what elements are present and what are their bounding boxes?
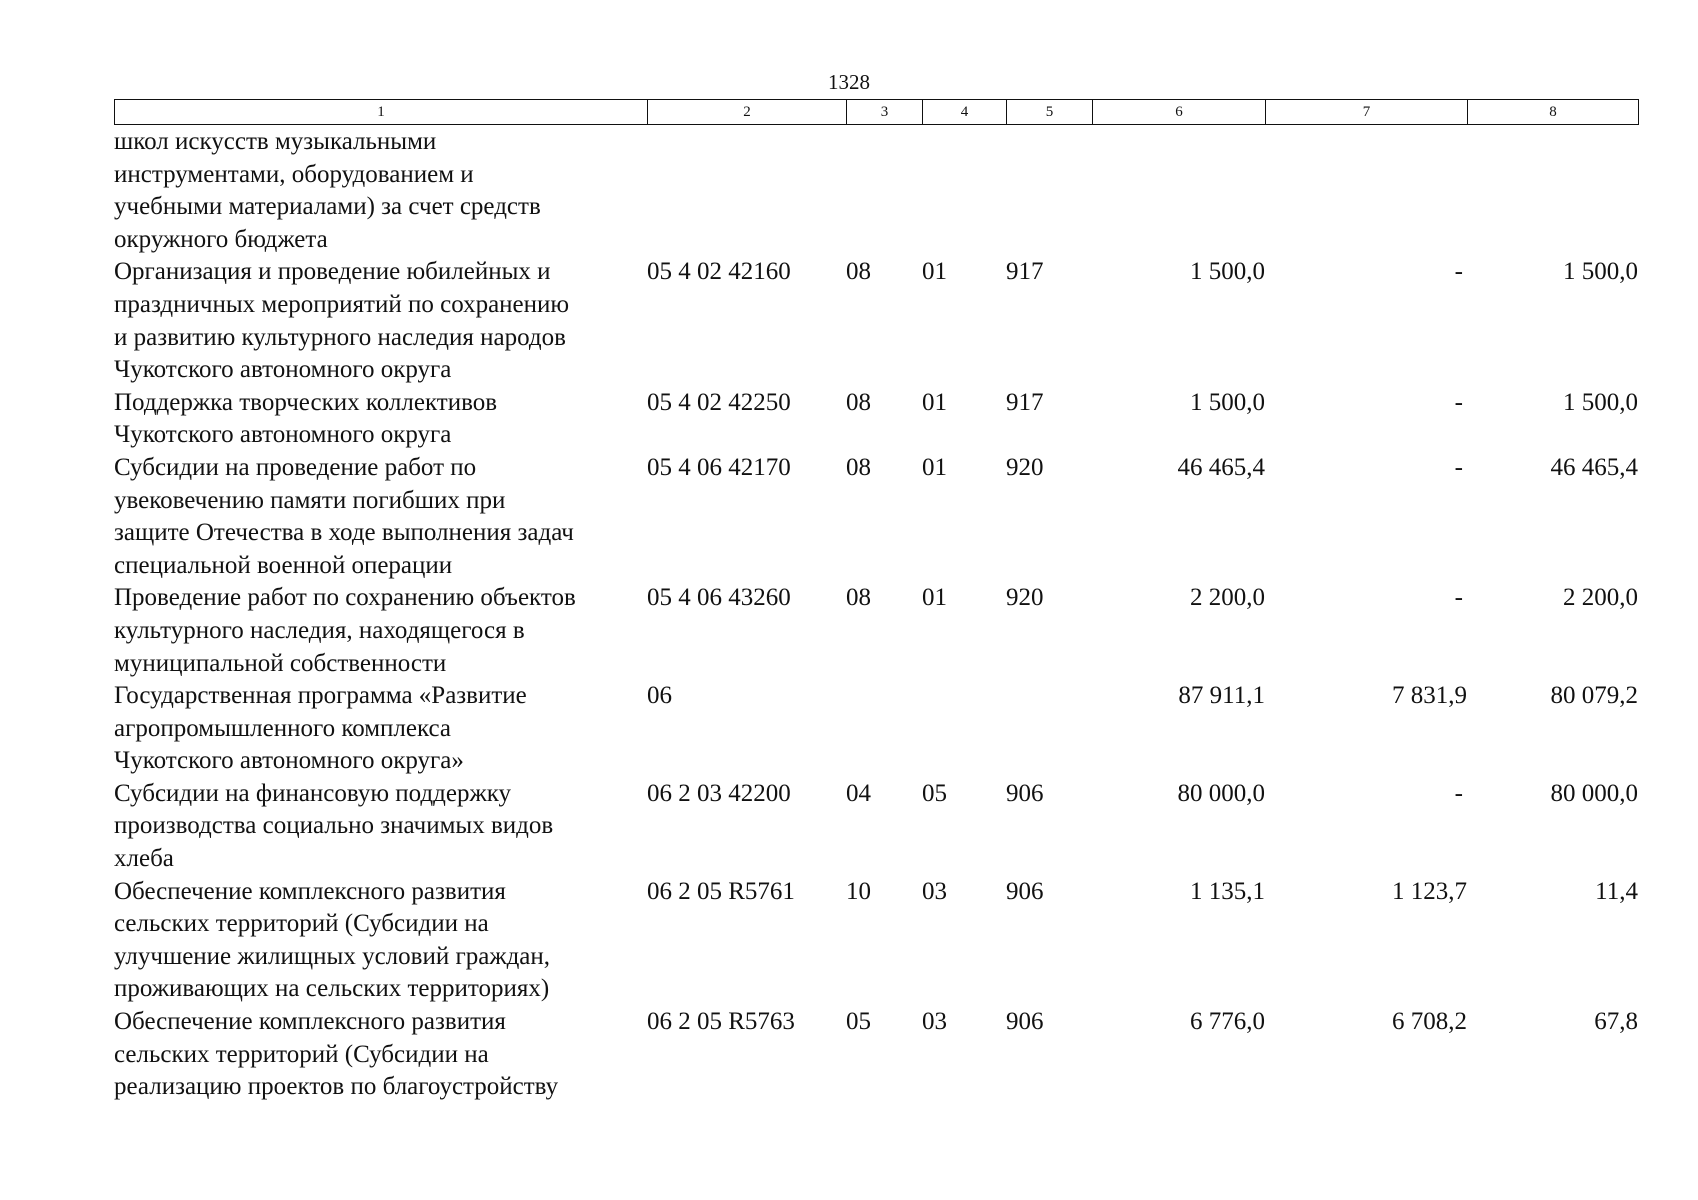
federal-amount <box>1265 126 1467 256</box>
row-name <box>114 452 647 582</box>
regional-amount <box>1467 126 1638 256</box>
total-amount: 1 135,1 <box>1190 877 1265 905</box>
column-header-table <box>114 99 1639 125</box>
federal-amount: - <box>1454 584 1463 612</box>
column-number: 6 <box>1093 100 1266 125</box>
federal-amount: - <box>1454 453 1463 481</box>
row-name-line: сельских территорий (Субсидии на <box>114 910 489 938</box>
row-name <box>114 256 647 386</box>
subsection-code: 01 <box>922 258 947 286</box>
section-code <box>846 680 922 778</box>
target-code: 05 4 06 43260 <box>647 584 791 612</box>
column-number: 1 <box>115 100 648 125</box>
subsection-code: 01 <box>922 388 947 416</box>
ministry-code: 917 <box>1006 258 1044 286</box>
ministry-code: 917 <box>1006 388 1044 416</box>
row-name-line: окружного бюджета <box>114 225 328 253</box>
target-code: 06 2 03 42200 <box>647 779 791 807</box>
ministry-code: 920 <box>1006 453 1044 481</box>
row-name-line: реализацию проектов по благоустройству <box>114 1073 559 1101</box>
table-row <box>114 387 1638 452</box>
row-name-line: агропромышленного комплекса <box>114 714 452 742</box>
target-code: 05 4 02 42160 <box>647 258 791 286</box>
row-name-line: Чукотского автономного округа» <box>114 747 464 775</box>
ministry-code <box>1006 680 1092 778</box>
row-name <box>114 126 647 256</box>
federal-amount: - <box>1454 388 1463 416</box>
row-name <box>114 1006 647 1104</box>
subsection-code: 03 <box>922 1008 947 1036</box>
row-name-line: культурного наследия, находящегося в <box>114 616 525 644</box>
column-number-row <box>115 100 1639 125</box>
row-name <box>114 778 647 876</box>
target-code: 06 <box>647 682 672 710</box>
table-row <box>114 876 1638 1006</box>
row-name <box>114 680 647 778</box>
subsection-code <box>922 126 1006 256</box>
row-name-line: сельских территорий (Субсидии на <box>114 1040 489 1068</box>
regional-amount: 1 500,0 <box>1563 258 1638 286</box>
row-name-line: улучшение жилищных условий граждан, <box>114 942 551 970</box>
row-name-line: муниципальной собственности <box>114 649 447 677</box>
subsection-code: 01 <box>922 584 947 612</box>
row-name-line: Субсидии на проведение работ по <box>114 453 477 481</box>
row-name-line: хлеба <box>114 845 174 873</box>
total-amount: 2 200,0 <box>1190 584 1265 612</box>
total-amount: 1 500,0 <box>1190 388 1265 416</box>
federal-amount: - <box>1454 779 1463 807</box>
table-row <box>114 256 1638 386</box>
row-name-line: Субсидии на финансовую поддержку <box>114 779 512 807</box>
section-code: 08 <box>846 584 871 612</box>
column-number: 4 <box>923 100 1007 125</box>
subsection-code: 03 <box>922 877 947 905</box>
row-name-line: защите Отечества в ходе выполнения задач <box>114 519 574 547</box>
row-name-line: Организация и проведение юбилейных и <box>114 258 551 286</box>
section-code: 04 <box>846 779 871 807</box>
column-number: 8 <box>1468 100 1639 125</box>
target-code: 06 2 05 R5761 <box>647 877 795 905</box>
table-row <box>114 778 1638 876</box>
total-amount: 46 465,4 <box>1177 453 1265 481</box>
ministry-code: 906 <box>1006 779 1044 807</box>
table-row <box>114 1006 1638 1104</box>
column-number: 3 <box>847 100 923 125</box>
row-name-line: учебными материалами) за счет средств <box>114 193 541 221</box>
target-code: 05 4 02 42250 <box>647 388 791 416</box>
row-name <box>114 876 647 1006</box>
row-name <box>114 582 647 680</box>
federal-amount: - <box>1454 258 1463 286</box>
target-code <box>647 126 846 256</box>
row-name-line: проживающих на сельских территориях) <box>114 975 550 1003</box>
budget-table <box>114 126 1638 1104</box>
regional-amount: 80 079,2 <box>1550 682 1638 710</box>
regional-amount: 2 200,0 <box>1563 584 1638 612</box>
table-row <box>114 680 1638 778</box>
subsection-code: 05 <box>922 779 947 807</box>
ministry-code: 906 <box>1006 1008 1044 1036</box>
column-number: 7 <box>1266 100 1468 125</box>
target-code: 06 2 05 R5763 <box>647 1008 795 1036</box>
row-name-line: и развитию культурного наследия народов <box>114 323 566 351</box>
row-name-line: Обеспечение комплексного развития <box>114 1008 506 1036</box>
row-name-line: школ искусств музыкальными <box>114 128 437 155</box>
row-name-line: инструментами, оборудованием и <box>114 160 474 188</box>
regional-amount: 1 500,0 <box>1563 388 1638 416</box>
page-number: 1328 <box>828 70 870 94</box>
regional-amount: 67,8 <box>1594 1008 1638 1036</box>
subsection-code <box>922 680 1006 778</box>
section-code: 08 <box>846 453 871 481</box>
table-row <box>114 126 1638 256</box>
total-amount: 1 500,0 <box>1190 258 1265 286</box>
section-code: 05 <box>846 1008 871 1036</box>
column-number: 5 <box>1007 100 1093 125</box>
federal-amount: 7 831,9 <box>1392 682 1467 710</box>
section-code: 08 <box>846 388 871 416</box>
ministry-code: 906 <box>1006 877 1044 905</box>
section-code: 08 <box>846 258 871 286</box>
subsection-code: 01 <box>922 453 947 481</box>
row-name-line: Чукотского автономного округа <box>114 421 452 449</box>
column-number: 2 <box>648 100 847 125</box>
total-amount: 6 776,0 <box>1190 1008 1265 1036</box>
regional-amount: 11,4 <box>1595 877 1638 905</box>
federal-amount: 1 123,7 <box>1392 877 1467 905</box>
regional-amount: 46 465,4 <box>1550 453 1638 481</box>
section-code: 10 <box>846 877 871 905</box>
row-name-line: Поддержка творческих коллективов <box>114 388 498 416</box>
row-name <box>114 387 647 452</box>
row-name-line: производства социально значимых видов <box>114 812 554 840</box>
table-row <box>114 452 1638 582</box>
regional-amount: 80 000,0 <box>1550 779 1638 807</box>
section-code <box>846 126 922 256</box>
table-row <box>114 582 1638 680</box>
row-name-line: Проведение работ по сохранению объектов <box>114 584 576 612</box>
row-name-line: Государственная программа «Развитие <box>114 682 527 710</box>
row-name-line: праздничных мероприятий по сохранению <box>114 290 570 318</box>
total-amount: 87 911,1 <box>1178 682 1265 710</box>
row-name-line: специальной военной операции <box>114 551 453 579</box>
ministry-code: 920 <box>1006 584 1044 612</box>
row-name-line: Чукотского автономного округа <box>114 356 452 384</box>
row-name-line: Обеспечение комплексного развития <box>114 877 506 905</box>
total-amount <box>1092 126 1265 256</box>
total-amount: 80 000,0 <box>1177 779 1265 807</box>
ministry-code <box>1006 126 1092 256</box>
federal-amount: 6 708,2 <box>1392 1008 1467 1036</box>
target-code: 05 4 06 42170 <box>647 453 791 481</box>
row-name-line: увековечению памяти погибших при <box>114 486 506 514</box>
